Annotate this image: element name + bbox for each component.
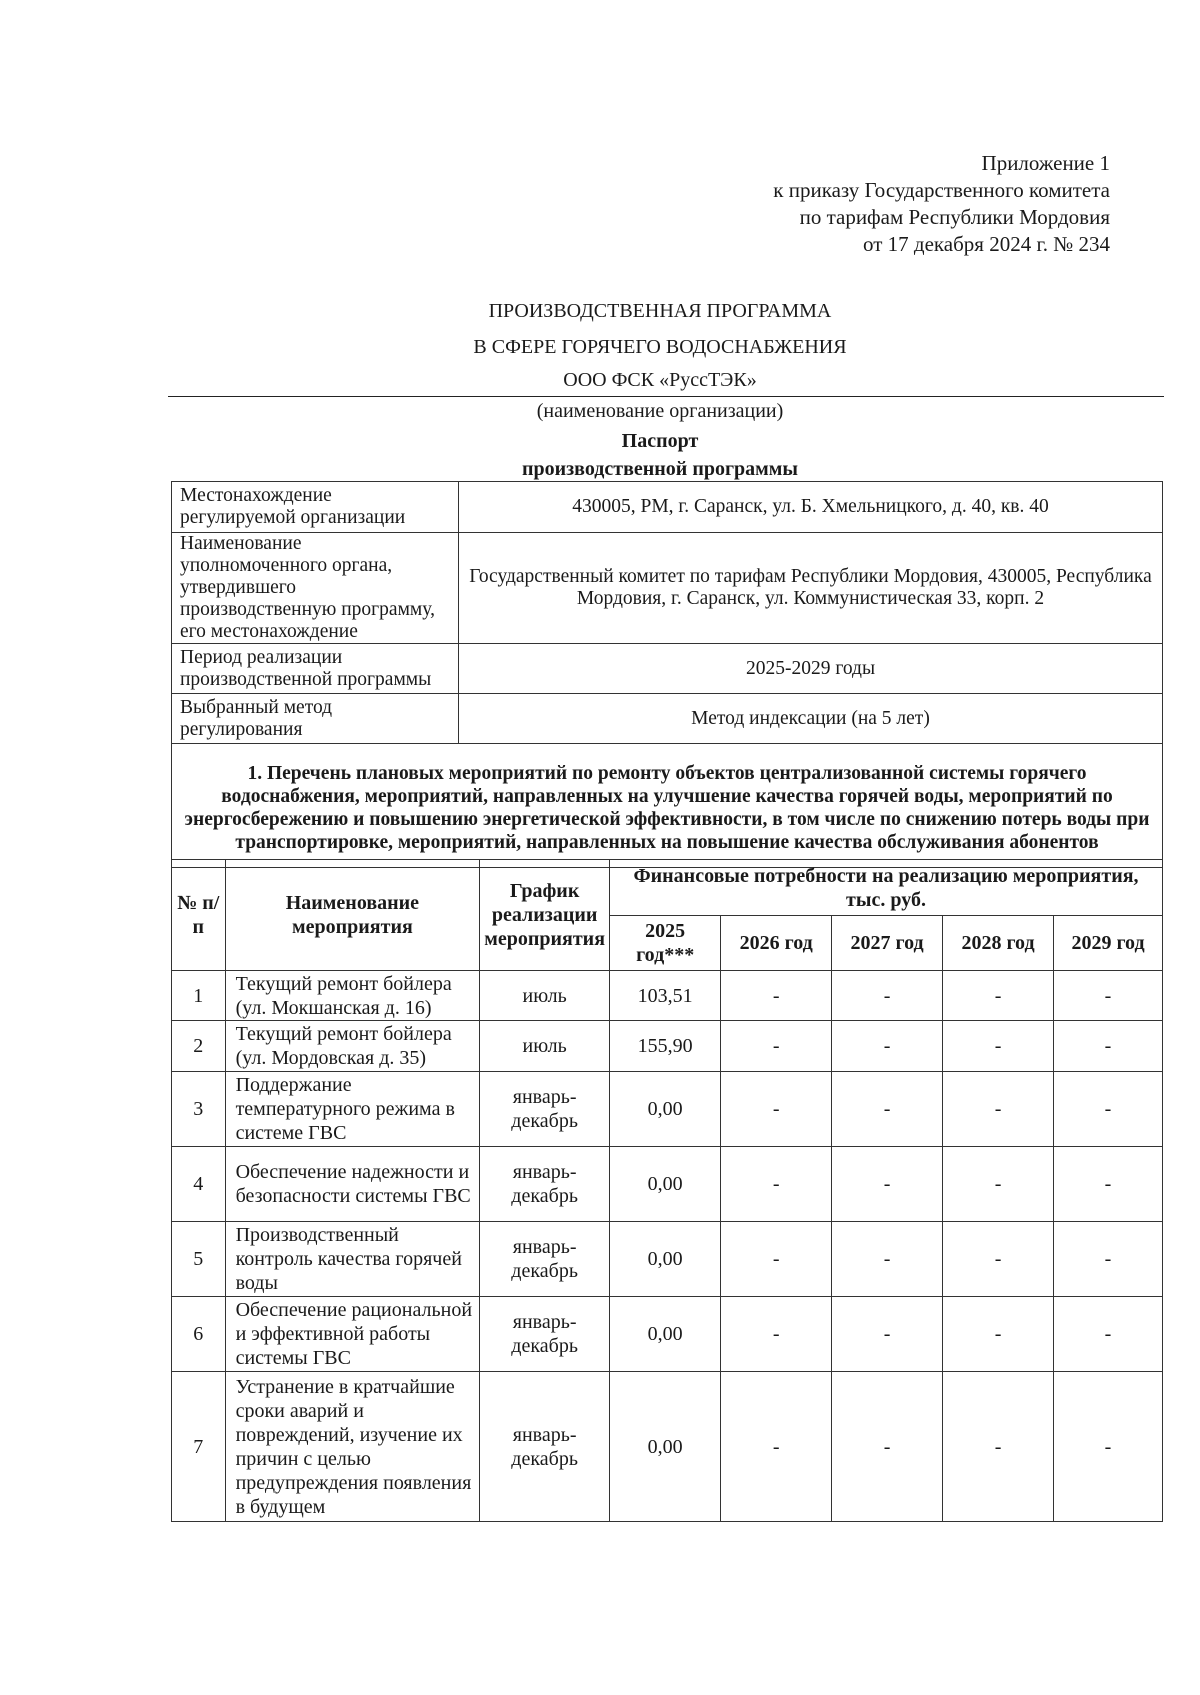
passport-row-period <box>172 644 1163 694</box>
row-value-2025: 0,00 <box>610 1297 721 1372</box>
header-finance: Финансовые потребности на реализацию мероприятия, тыс. руб. <box>610 860 1163 916</box>
row-num: 6 <box>172 1297 226 1372</box>
row-value-2026: - <box>721 1021 832 1072</box>
row-num: 2 <box>172 1021 226 1072</box>
row-value-2027: - <box>832 1372 943 1522</box>
appendix-line-3: по тарифам Республики Мордовия <box>799 205 1110 229</box>
passport-value: Государственный комитет по тарифам Республики Мордовия, 430005, Республика Мордовия, г. Саранск, ул. Коммунистическая 33, корп. 2 <box>459 533 1163 644</box>
appendix-line-2: к приказу Государственного комитета <box>773 178 1110 202</box>
row-value-2027: - <box>832 1297 943 1372</box>
organization-name: ООО ФСК «РуссТЭК» <box>563 369 757 391</box>
appendix-line-1: Приложение 1 <box>981 151 1110 175</box>
passport-value: 2025-2029 годы <box>459 644 1163 694</box>
row-value-2027: - <box>832 1222 943 1297</box>
table-row <box>172 1072 1163 1147</box>
events-header-row-1 <box>172 860 1163 916</box>
passport-value: Метод индексации (на 5 лет) <box>459 694 1163 744</box>
table-row <box>172 1021 1163 1072</box>
row-value-2026: - <box>721 1372 832 1522</box>
row-schedule: январь-декабрь <box>480 1147 610 1222</box>
program-title-line-1: ПРОИЗВОДСТВЕННАЯ ПРОГРАММА <box>488 300 832 322</box>
row-value-2028: - <box>943 1222 1054 1297</box>
row-value-2025: 0,00 <box>610 1072 721 1147</box>
row-num: 1 <box>172 971 226 1021</box>
events-table <box>171 859 1163 1522</box>
row-schedule: январь-декабрь <box>480 1372 610 1522</box>
header-schedule: График реализации мероприятия <box>480 860 610 971</box>
row-value-2029: - <box>1054 1021 1163 1072</box>
row-value-2029: - <box>1054 1297 1163 1372</box>
row-num: 7 <box>172 1372 226 1522</box>
appendix-block <box>773 150 1110 258</box>
row-value-2027: - <box>832 1147 943 1222</box>
organization-underline <box>168 396 1164 397</box>
row-value-2025: 155,90 <box>610 1021 721 1072</box>
passport-row-method <box>172 694 1163 744</box>
table-row <box>172 1297 1163 1372</box>
row-value-2027: - <box>832 971 943 1021</box>
passport-label: Выбранный метод регулирования <box>172 694 459 744</box>
passport-title: Паспорт <box>621 430 699 452</box>
passport-row-authority <box>172 533 1163 644</box>
row-schedule: июль <box>480 1021 610 1072</box>
passport-row-location <box>172 482 1163 533</box>
section-1-row <box>172 744 1163 868</box>
row-value-2029: - <box>1054 1222 1163 1297</box>
row-schedule: июль <box>480 971 610 1021</box>
row-name: Обеспечение надежности и безопасности системы ГВС <box>225 1147 480 1222</box>
row-value-2026: - <box>721 1072 832 1147</box>
row-name: Устранение в кратчайшие сроки аварий и повреждений, изучение их причин с целью предупреждения появления в будущем <box>225 1372 480 1522</box>
row-value-2028: - <box>943 1021 1054 1072</box>
row-value-2028: - <box>943 1297 1054 1372</box>
row-num: 3 <box>172 1072 226 1147</box>
row-schedule: январь-декабрь <box>480 1072 610 1147</box>
row-value-2026: - <box>721 1297 832 1372</box>
row-value-2026: - <box>721 971 832 1021</box>
row-value-2025: 0,00 <box>610 1147 721 1222</box>
row-value-2028: - <box>943 1372 1054 1522</box>
header-name: Наименование мероприятия <box>225 860 480 971</box>
table-row <box>172 1372 1163 1522</box>
row-num: 4 <box>172 1147 226 1222</box>
table-row <box>172 1222 1163 1297</box>
organization-caption: (наименование организации) <box>536 400 784 422</box>
row-name: Текущий ремонт бойлера (ул. Мокшанская д. 16) <box>225 971 480 1021</box>
header-year-2027: 2027 год <box>832 916 943 971</box>
row-name: Текущий ремонт бойлера (ул. Мордовская д. 35) <box>225 1021 480 1072</box>
program-title-line-2: В СФЕРЕ ГОРЯЧЕГО ВОДОСНАБЖЕНИЯ <box>473 336 847 358</box>
row-name: Обеспечение рациональной и эффективной работы системы ГВС <box>225 1297 480 1372</box>
header-num: № п/п <box>172 860 226 971</box>
passport-table <box>171 481 1163 868</box>
header-year-2026: 2026 год <box>721 916 832 971</box>
appendix-line-4: от 17 декабря 2024 г. № 234 <box>863 232 1110 256</box>
row-value-2027: - <box>832 1021 943 1072</box>
row-value-2029: - <box>1054 1072 1163 1147</box>
row-value-2025: 0,00 <box>610 1222 721 1297</box>
passport-label: Наименование уполномоченного органа, утвердившего производственную программу, его местонахождение <box>172 533 459 644</box>
row-value-2025: 0,00 <box>610 1372 721 1522</box>
row-value-2026: - <box>721 1222 832 1297</box>
header-year-2028: 2028 год <box>943 916 1054 971</box>
row-schedule: январь-декабрь <box>480 1297 610 1372</box>
header-year-2025: 2025 год*** <box>610 916 721 971</box>
row-value-2027: - <box>832 1072 943 1147</box>
row-value-2029: - <box>1054 1147 1163 1222</box>
row-value-2025: 103,51 <box>610 971 721 1021</box>
row-value-2029: - <box>1054 971 1163 1021</box>
section-1-title: 1. Перечень плановых мероприятий по ремонту объектов централизованной системы горячего водоснабжения, мероприятий, направленных на улучшение качества горячей воды, мероприятий по энергосбережению и повышению энергетической эффективности, в том числе по снижению потерь воды при транспортировке, мероприятий, направленных на повышение качества обслуживания абонентов <box>172 744 1163 868</box>
header-year-2029: 2029 год <box>1054 916 1163 971</box>
row-value-2028: - <box>943 1072 1054 1147</box>
passport-label: Период реализации производственной программы <box>172 644 459 694</box>
row-value-2029: - <box>1054 1372 1163 1522</box>
passport-subtitle: производственной программы <box>521 458 799 480</box>
passport-label: Местонахождение регулируемой организации <box>172 482 459 533</box>
passport-value: 430005, РМ, г. Саранск, ул. Б. Хмельницкого, д. 40, кв. 40 <box>459 482 1163 533</box>
table-row <box>172 971 1163 1021</box>
row-name: Производственный контроль качества горячей воды <box>225 1222 480 1297</box>
row-schedule: январь-декабрь <box>480 1222 610 1297</box>
row-value-2026: - <box>721 1147 832 1222</box>
row-value-2028: - <box>943 1147 1054 1222</box>
row-value-2028: - <box>943 971 1054 1021</box>
table-row <box>172 1147 1163 1222</box>
row-num: 5 <box>172 1222 226 1297</box>
row-name: Поддержание температурного режима в системе ГВС <box>225 1072 480 1147</box>
